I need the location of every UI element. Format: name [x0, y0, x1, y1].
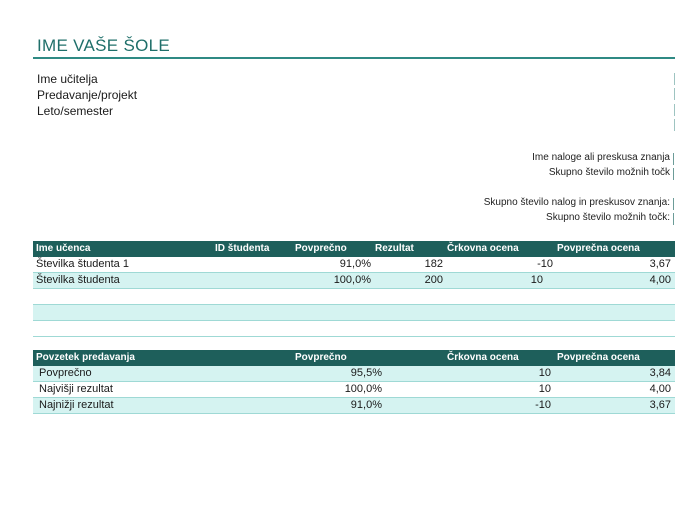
- total-points-label: Skupno število možnih točk:: [546, 212, 670, 223]
- teacher-name-field[interactable]: Ime učitelja: [37, 72, 98, 86]
- summary-letter-cell[interactable]: 10: [538, 367, 551, 379]
- score-cell[interactable]: 182: [424, 258, 443, 270]
- assignment-name-label[interactable]: Ime naloge ali preskusa znanja: [532, 152, 670, 163]
- summary-table-header: [33, 350, 675, 366]
- summary-label-cell[interactable]: Najvišji rezultat: [39, 383, 113, 395]
- average-cell[interactable]: 100,0%: [333, 274, 371, 286]
- letter-grade-cell[interactable]: 10: [530, 274, 543, 286]
- average-cell[interactable]: 91,0%: [339, 258, 371, 270]
- summary-grade-average-cell[interactable]: 3,67: [649, 399, 671, 411]
- col-letter-grade[interactable]: Črkovna ocena: [447, 243, 519, 254]
- summary-row[interactable]: [33, 382, 675, 398]
- summary-row[interactable]: [33, 398, 675, 414]
- col-summary[interactable]: Povzetek predavanja: [36, 352, 135, 363]
- summary-label-cell[interactable]: Najnižji rezultat: [39, 399, 114, 411]
- col-grade-average[interactable]: Povprečna ocena: [557, 243, 640, 254]
- summary-grade-average-cell[interactable]: 4,00: [649, 383, 671, 395]
- summary-row[interactable]: [33, 366, 675, 382]
- score-cell[interactable]: 200: [424, 274, 443, 286]
- table-row[interactable]: [33, 273, 675, 289]
- summary-average-cell[interactable]: 91,0%: [350, 399, 382, 411]
- table-row[interactable]: [33, 257, 675, 273]
- student-name-cell[interactable]: Številka študenta: [36, 274, 120, 286]
- table-row-empty[interactable]: [33, 321, 675, 337]
- grade-average-cell[interactable]: 4,00: [649, 274, 671, 286]
- total-assignments-label: Skupno število nalog in preskusov znanja:: [483, 197, 670, 208]
- course-field[interactable]: Predavanje/projekt: [37, 88, 138, 102]
- grade-average-cell[interactable]: 3,67: [649, 258, 671, 270]
- col-summary-average[interactable]: Povprečno: [295, 352, 347, 363]
- col-summary-letter-grade[interactable]: Črkovna ocena: [447, 352, 519, 363]
- col-student-name[interactable]: Ime učenca: [36, 243, 91, 254]
- title-divider: [33, 57, 675, 59]
- table-row-empty[interactable]: [33, 305, 675, 321]
- letter-grade-cell[interactable]: -10: [537, 258, 553, 270]
- summary-average-cell[interactable]: 100,0%: [344, 383, 382, 395]
- summary-grade-average-cell[interactable]: 3,84: [649, 367, 671, 379]
- term-field[interactable]: Leto/semester: [37, 104, 114, 118]
- summary-table: [33, 350, 675, 414]
- students-table-header: [33, 241, 675, 257]
- summary-label-cell[interactable]: Povprečno: [39, 367, 92, 379]
- max-points-label[interactable]: Skupno število možnih točk: [548, 167, 670, 178]
- students-table: [33, 241, 675, 337]
- summary-average-cell[interactable]: 95,5%: [350, 367, 382, 379]
- col-score[interactable]: Rezultat: [375, 243, 414, 254]
- student-name-cell[interactable]: Številka študenta 1: [36, 258, 129, 270]
- table-row-empty[interactable]: [33, 289, 675, 305]
- summary-letter-cell[interactable]: -10: [535, 399, 551, 411]
- school-name-title[interactable]: IME VAŠE ŠOLE: [37, 36, 171, 55]
- col-student-id[interactable]: ID študenta: [215, 243, 270, 254]
- col-summary-grade-average[interactable]: Povprečna ocena: [557, 352, 640, 363]
- col-average[interactable]: Povprečno: [295, 243, 347, 254]
- summary-letter-cell[interactable]: 10: [538, 383, 551, 395]
